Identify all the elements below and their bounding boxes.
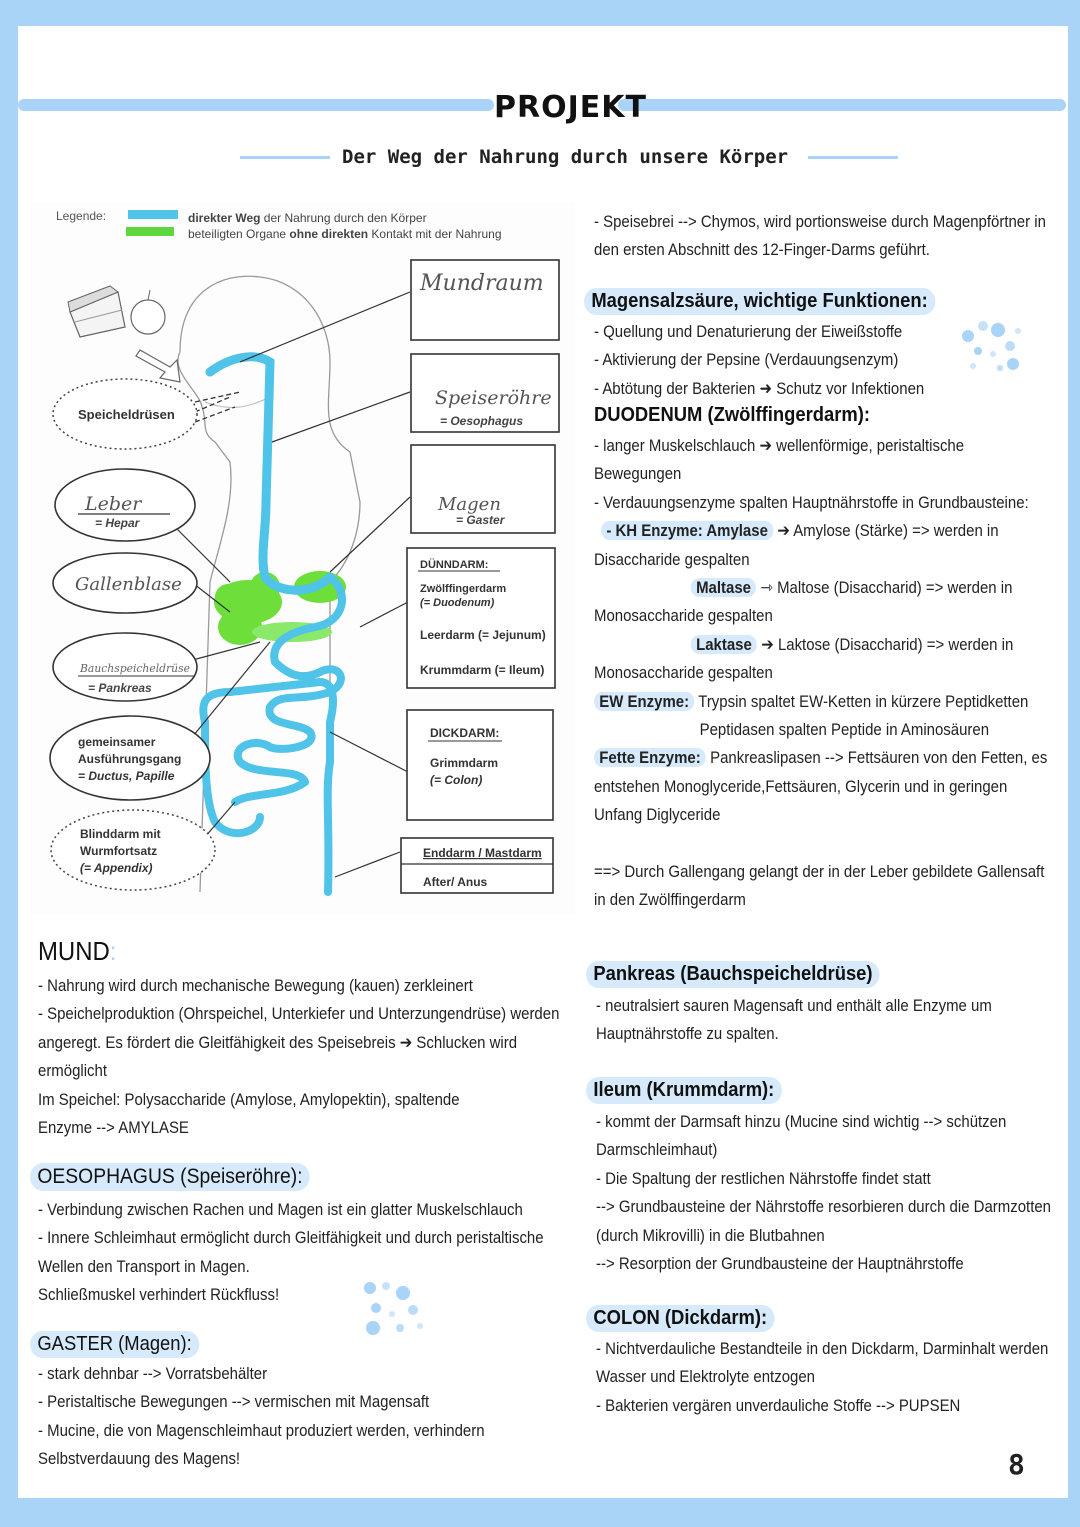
colon-line-1: - Nichtverdauliche Bestandteile in den Dickdarm, Darminhalt werden: [596, 1339, 1049, 1358]
gaster-line-4: Selbstverdauung des Magens!: [38, 1449, 241, 1469]
mund-heading: [38, 936, 116, 967]
magensaeure-list: [594, 318, 994, 403]
ileum-line-2: Darmschleimhaut): [596, 1140, 718, 1160]
mund-line-6: Enzyme --> AMYLASE: [38, 1118, 189, 1138]
label-mundraum: Mundraum: [420, 271, 544, 296]
arrow-icon: ➜: [755, 378, 773, 398]
header-bar-left: [18, 99, 494, 111]
magensaeure-line-3a: - Abtötung der Bakterien: [594, 378, 756, 398]
subtitle-line-left: [240, 156, 330, 159]
legend-green-swatch: [126, 227, 174, 236]
duodenum-line-8b: Laktose (Disaccharid) => werden in: [773, 634, 1014, 654]
pankreas-line-1: - neutralsiert sauren Magensaft und enthält alle Enzyme um: [596, 996, 992, 1015]
duodenum-text: [594, 432, 1054, 915]
duodenum-line-4: [594, 517, 999, 545]
label-blind-2: Wurmfortsatz: [80, 844, 158, 858]
duodenum-line-9: Monosaccharide gespalten: [594, 663, 773, 683]
label-duenndarm: DÜNNDARM:: [420, 559, 489, 571]
magensaeure-heading: Magensalzsäure, wichtige Funktionen:: [584, 288, 935, 315]
mund-line-1: - Nahrung wird durch mechanische Bewegung (kauen) zerkleinert: [38, 976, 473, 995]
intro-text: [594, 208, 1054, 265]
duodenum-line-12b: Pankreaslipasen --> Fettsäuren von den Fetten, es: [705, 748, 1048, 768]
colon-text: [596, 1335, 1056, 1420]
label-magen: Magen: [438, 494, 501, 515]
apple-icon: [131, 300, 165, 334]
pankreas-line-2: Hauptnährstoffe zu spalten.: [596, 1024, 779, 1044]
label-gang-3: = Ductus, Papille: [78, 769, 175, 783]
gaster-line-3: - Mucine, die von Magenschleimhaut produziert werden, verhindern: [38, 1420, 485, 1440]
arrow-icon: ⇾: [756, 578, 773, 598]
duodenum-line-6b: Maltose (Disaccharid) => werden in: [772, 578, 1013, 598]
label-speicheldruesen: Speicheldrüsen: [78, 407, 175, 422]
label-duodenum: (= Duodenum): [420, 597, 495, 609]
svg-text:direkter Weg der Nahrung durch: [188, 211, 427, 225]
intro-line-2: den ersten Abschnitt des 12-Finger-Darms geführt.: [594, 240, 930, 260]
mund-line-4: ermöglicht: [38, 1061, 108, 1081]
gaster-text: [38, 1360, 578, 1474]
magensaeure-line-2: - Aktivierung der Pepsine (Verdauungsenzym): [594, 350, 899, 370]
legend-direct-rest: der Nahrung durch den Körper: [260, 211, 427, 225]
label-oesophagus: = Oesophagus: [440, 414, 524, 428]
decorative-dots-top: [958, 316, 1028, 376]
duodenum-line-1: [594, 432, 999, 460]
label-blind-1: Blinddarm mit: [80, 827, 161, 841]
duodenum-line-4b: Amylose (Stärke) => werden in: [789, 521, 999, 541]
label-enddarm: Enddarm / Mastdarm: [423, 846, 542, 860]
page-subtitle: Der Weg der Nahrung durch unsere Körper: [342, 146, 789, 168]
duodenum-line-3: - Verdauungsenzyme spalten Hauptnährstoffe in Grundbausteine:: [594, 492, 1029, 512]
duodenum-line-1b: wellenförmige, peristaltische: [772, 436, 965, 455]
oeso-line-3: Wellen den Transport in Magen.: [38, 1256, 250, 1276]
label-krummdarm: Krummdarm (= Ileum): [420, 663, 545, 677]
kh-enzyme-amylase: - KH Enzyme: Amylase: [601, 521, 773, 540]
ileum-text: [596, 1108, 1056, 1278]
maltase-label: Maltase: [691, 578, 756, 597]
mund-line-5: Im Speichel: Polysaccharide (Amylose, Amylopektin), spaltende: [38, 1089, 460, 1109]
page-title: PROJEKT: [494, 90, 647, 125]
duodenum-line-2: Bewegungen: [594, 464, 682, 484]
label-after: After/ Anus: [423, 875, 488, 889]
mund-line-3b: Schlucken wird: [412, 1032, 518, 1052]
pankreas-text: [596, 992, 1056, 1049]
label-gang-2: Ausführungsgang: [78, 752, 182, 766]
mund-line-2: - Speichelproduktion (Ohrspeichel, Unterkiefer und Unterzungendrüse) werden: [38, 1004, 560, 1024]
duodenum-line-6: [594, 574, 1013, 602]
digestive-diagram: [30, 202, 575, 914]
duodenum-line-11: Peptidasen spalten Peptide in Aminosäuren: [699, 720, 990, 740]
oeso-line-2: - Innere Schleimhaut ermöglicht durch Gleitfähigkeit und durch peristaltische: [38, 1228, 544, 1248]
legend-indirect-rest: Kontakt mit der Nahrung: [368, 227, 502, 241]
label-speiseroehre: Speiseröhre: [435, 387, 552, 409]
ew-enzyme-label: EW Enzyme:: [594, 692, 694, 711]
mund-heading-colon: :: [109, 936, 117, 966]
oeso-line-1: - Verbindung zwischen Rachen und Magen ist ein glatter Muskelschlauch: [38, 1200, 523, 1219]
duodenum-line-12: [594, 744, 1048, 772]
mund-line-3a: angeregt. Es fördert die Gleitfähigkeit des Speisebreis: [38, 1032, 396, 1052]
label-zwoelffingerdarm: Zwölffingerdarm: [420, 583, 507, 595]
label-bauchspeicheldruese: Bauchspeicheldrüse: [79, 662, 191, 675]
food-path-esophagus: [210, 357, 330, 590]
arrow-icon: ➔: [757, 634, 774, 654]
gaster-heading: GASTER (Magen):: [30, 1331, 199, 1358]
duodenum-line-8: [594, 631, 1014, 659]
ileum-line-3: - Die Spaltung der restlichen Nährstoffe findet statt: [596, 1168, 931, 1188]
label-colon-box: (= Colon): [430, 773, 483, 787]
duodenum-line-17: in den Zwölffingerdarm: [594, 890, 746, 910]
label-leerdarm: Leerdarm (= Jejunum): [420, 628, 546, 642]
arrow-icon: ➔: [755, 436, 773, 455]
label-leber: Leber: [85, 493, 142, 515]
intro-line-1: - Speisebrei --> Chymos, wird portionsweise durch Magenpförtner in: [594, 212, 1046, 231]
ileum-heading: Ileum (Krummdarm):: [586, 1077, 782, 1104]
arrow-icon: [136, 350, 180, 382]
duodenum-heading: DUODENUM (Zwölffingerdarm):: [594, 404, 870, 426]
cake-icon: [68, 286, 125, 337]
gaster-line-1: - stark dehnbar --> Vorratsbehälter: [38, 1364, 268, 1383]
label-gallenblase: Gallenblase: [75, 574, 182, 595]
ileum-line-4: --> Grundbausteine der Nährstoffe resorbieren durch die Darmzotten: [596, 1197, 1052, 1217]
duodenum-line-10: [594, 688, 1029, 716]
duodenum-line-7: Monosaccharide gespalten: [594, 606, 773, 626]
label-hepar: = Hepar: [95, 516, 140, 530]
svg-text:beteiligten Organe ohne direkt: [188, 227, 502, 241]
duodenum-line-1a: - langer Muskelschlauch: [594, 436, 756, 455]
duodenum-line-15: [594, 830, 999, 858]
laktase-label: Laktase: [691, 635, 757, 654]
label-dickdarm: DICKDARM:: [430, 726, 500, 740]
label-gang-1: gemeinsamer: [78, 735, 156, 749]
mund-text: [38, 972, 578, 1142]
page-number: 8: [1008, 1448, 1025, 1481]
duodenum-line-10b: Trypsin spaltet EW-Ketten in kürzere Peptidketten: [694, 691, 1029, 711]
label-pankreas: = Pankreas: [88, 681, 152, 695]
mund-line-3: [38, 1029, 518, 1057]
duodenum-line-16: ==> Durch Gallengang gelangt der in der Leber gebildete Gallensaft: [594, 861, 1045, 881]
oesophagus-text: [38, 1196, 578, 1310]
legend-direct-bold: direkter Weg: [188, 211, 261, 225]
oeso-line-4: Schließmuskel verhindert Rückfluss!: [38, 1285, 280, 1305]
legend-blue-swatch: [128, 210, 178, 219]
ileum-line-6: --> Resorption der Grundbausteine der Hauptnährstoffe: [596, 1254, 964, 1274]
legend-label: Legende:: [56, 209, 107, 223]
gaster-line-2: - Peristaltische Bewegungen --> vermischen mit Magensaft: [38, 1392, 430, 1412]
duodenum-line-13: entstehen Monoglyceride,Fettsäuren, Glycerin und in geringen: [594, 776, 1008, 796]
arrow-icon: ➔: [773, 521, 790, 541]
label-grimmdarm: Grimmdarm: [430, 756, 499, 770]
label-gaster: = Gaster: [456, 513, 505, 527]
decorative-dots-bottom: [358, 1278, 428, 1338]
oesophagus-heading: OESOPHAGUS (Speiseröhre):: [30, 1163, 310, 1191]
header-bar-right: [618, 99, 1066, 111]
magensaeure-line-1: - Quellung und Denaturierung der Eiweißstoffe: [594, 322, 903, 341]
arrow-icon: ➔: [395, 1032, 413, 1052]
legend-indirect-pre: beteiligten Organe: [188, 227, 290, 241]
duodenum-line-5: Disaccharide gespalten: [594, 549, 750, 569]
colon-line-3: - Bakterien vergären unverdauliche Stoffe --> PUPSEN: [596, 1395, 961, 1415]
label-blind-3: (= Appendix): [80, 861, 153, 875]
magensaeure-line-3b: Schutz vor Infektionen: [772, 378, 925, 398]
magensaeure-line-3: [594, 375, 946, 403]
colon-heading: COLON (Dickdarm):: [586, 1305, 775, 1332]
pankreas-heading: Pankreas (Bauchspeicheldrüse): [586, 961, 880, 988]
duodenum-line-14: Unfang Diglyceride: [594, 805, 721, 825]
mund-heading-text: MUND: [38, 936, 110, 966]
ileum-line-5: (durch Mikrovilli) in die Blutbahnen: [596, 1225, 825, 1245]
ileum-line-1: - kommt der Darmsaft hinzu (Mucine sind wichtig --> schützen: [596, 1112, 1007, 1131]
legend-indirect-bold: ohne direkten: [289, 227, 369, 241]
subtitle-line-right: [808, 156, 898, 159]
fette-enzyme-label: Fette Enzyme:: [594, 748, 706, 767]
colon-line-2: Wasser und Elektrolyte entzogen: [596, 1367, 815, 1387]
